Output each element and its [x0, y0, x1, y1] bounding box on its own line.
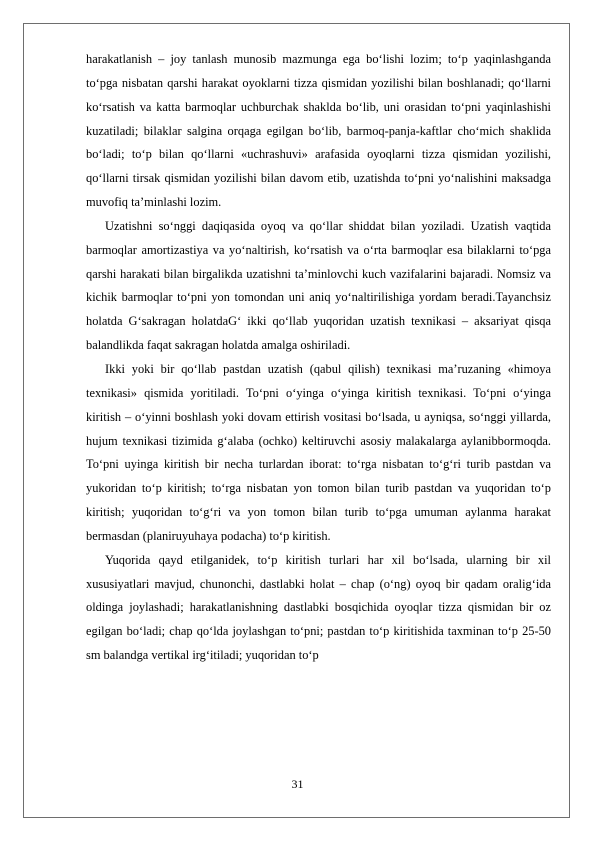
paragraph-4: Yuqorida qayd etilganidek, to‘p kiritish turlari har xil bo‘lsada, ularning bir xil xususiyatlari mavjud, chunonchi, dastlabki holat – chap (o‘ng) oyoq bir qadam oralig‘ida oldinga joylashadi; harakatlanishning dastlabki bosqichida oyoqlar tizza qismidan bir oz egilgan bo‘ladi; chap qo‘lda joylashgan to‘pni; pastdan to‘p kiritishida taxminan to‘p 25-50 sm balandga vertikal irg‘itiladi; yuqoridan to‘p — [86, 552, 551, 663]
document-body — [86, 48, 551, 668]
paragraph-2: Uzatishni so‘nggi daqiqasida oyoq va qo‘llar shiddat bilan yoziladi. Uzatish vaqtida barmoqlar amortizastiya va yo‘naltirish, ko‘rsatish va o‘rta barmoqlar esa bilaklarni to‘pga qarshi harakati bilan birgalikda uzatishni ta’minlovchi kuch vazifalarini bajaradi. Nomsiz va kichik barmoqlar to‘pni yon tomondan uni aniq yo‘naltirilishiga yordam beradi.Tayanchsiz holatda G‘sakragan holatdaG‘ ikki qo‘llab yuqoridan uzatish texnikasi – aksariyat qisqa balandlikda faqat sakragan holatda amalga oshiriladi. — [86, 218, 551, 353]
paragraph-3: Ikki yoki bir qo‘llab pastdan uzatish (qabul qilish) texnikasi ma’ruzaning «himoya texnikasi» qismida yoritiladi. To‘pni o‘yinga o‘yinga kiritish texnikasi. To‘pni o‘yinga kiritish – o‘yinni boshlash yoki dovam ettirish vositasi bo‘lsada, u ayniqsa, so‘nggi yillarda, hujum texnikasi tizimida g‘alaba (ochko) keltiruvchi asosiy malakalarga aylanibbormoqda. To‘pni uyinga kiritish bir necha turlardan iborat: to‘rga nisbatan to‘g‘ri turib pastdan va yukoridan to‘p kiritish; to‘rga nisbatan yon tomon bilan turib pastdan va yuqoridan to‘p kiritish; yuqoridan to‘g‘ri va yon tomon bilan turib to‘pga umuman aylanma harakat bermasdan (planiruyuhaya podacha) to‘p kiritish. — [86, 361, 551, 543]
paragraph-1: harakatlanish – joy tanlash munosib mazmunga ega bo‘lishi lozim; to‘p yaqinlashganda to‘pga nisbatan qarshi harakat oyoklarni tizza qismidan yozilishi bilan boshlanadi; qo‘llarni ko‘rsatish va katta barmoqlar uchburchak shaklda bo‘lib, uni orasidan to‘pni yaqinlashishi kuzatiladi; bilaklar salgina orqaga egilgan bo‘lib, barmoq-panja-kaftlar cho‘mich shaklida bo‘ladi; to‘p bilan qo‘llarni «uchrashuvi» arafasida oyoqlarni tizza qismidan yozilishi, qo‘llarni tirsak qismidan yozilishi bilan davom etib, uzatishda to‘pni yo‘nalishini maksadga muvofiq ta’minlashi lozim. — [86, 52, 551, 210]
page-number: 31 — [291, 777, 304, 791]
